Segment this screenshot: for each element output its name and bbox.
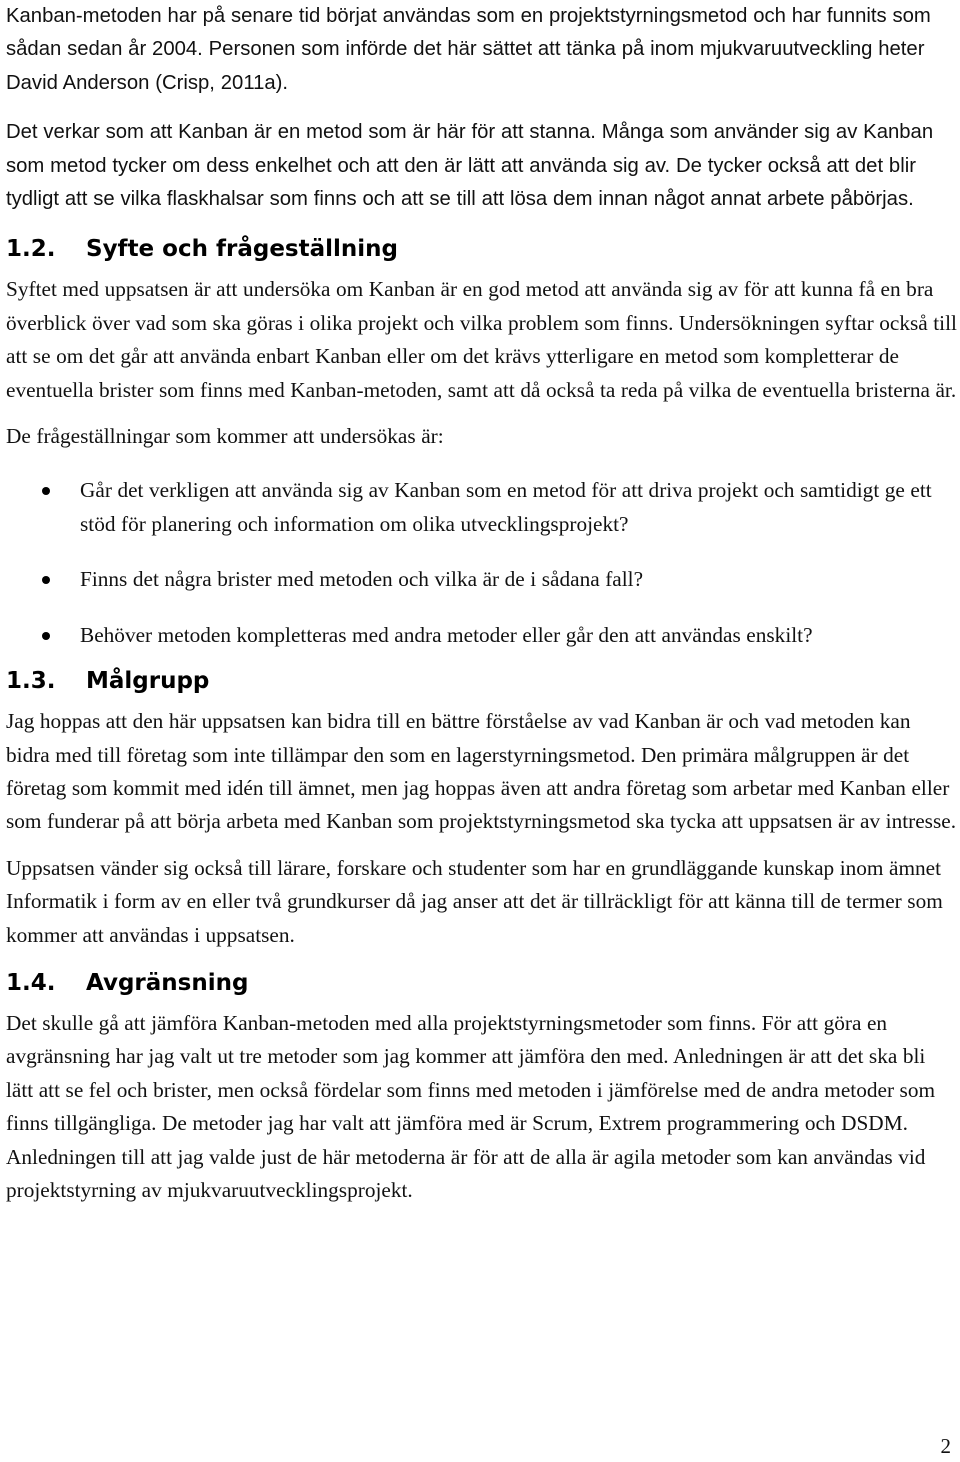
bullet-icon xyxy=(42,576,50,584)
audience-paragraph-2: Uppsatsen vänder sig också till lärare, forskare och studenter som har en grundläggande kunskap inom ämnet Informatik i form av en eller två grundkurser då jag anser att det är tillräckligt för att känna till de termer som kommer att användas i uppsatsen. xyxy=(6,855,943,947)
list-item xyxy=(6,619,958,652)
audience-paragraph-1: Jag hoppas att den här uppsatsen kan bidra till en bättre förståelse av vad Kanban är och vad metoden kan bidra med till företag som inte tillämpar den som en lagerstyrningsmetod. Den primära målgruppen är det företag som kommit med idén till ämnet, men jag hoppas även att andra företag som arbetar med Kanban eller som funderar på att börja arbeta med Kanban som projektstyrningsmetod ska tycka att uppsatsen är av intresse. xyxy=(6,709,957,834)
bullet-icon xyxy=(42,632,50,640)
list-item-text: Finns det några brister med metoden och vilka är de i sådana fall? xyxy=(80,567,644,592)
section-heading-1-4 xyxy=(6,968,958,998)
page-number: 2 xyxy=(940,1434,951,1458)
delimitation-paragraph: Det skulle gå att jämföra Kanban-metoden med alla projektstyrningsmetoder som finns. För att göra en avgränsning har jag valt ut tre metoder som jag kommer att jämföra den med. Anledningen är att det ska bli lätt att se fel och brister, men också fördelar som finns med metoden i jämförelse med de andra metoder som finns tillgängliga. De metoder jag har valt att jämföra med är Scrum, Extrem programmering och DSDM. Anledningen till att jag valde just de här metoderna är för att de alla är agila metoder som kan användas vid projektstyrning av mjukvaruutvecklingsprojekt. xyxy=(6,1010,936,1202)
section-number: 1.4. xyxy=(6,969,56,996)
section-heading-1-3 xyxy=(6,666,958,696)
section-title: Avgränsning xyxy=(86,969,249,996)
section-number: 1.2. xyxy=(6,236,56,263)
list-item xyxy=(6,474,958,541)
section-title: Målgrupp xyxy=(86,668,210,695)
document-page xyxy=(6,0,958,1207)
questions-intro: De frågeställningar som kommer att undersökas är: xyxy=(6,424,444,449)
question-list xyxy=(6,474,958,652)
list-item xyxy=(6,563,958,596)
intro-paragraph-2: Det verkar som att Kanban är en metod som är här för att stanna. Många som använder sig av Kanban som metod tycker om dess enkelhet och att den är lätt att använda sig av. De tycker också att det blir tydligt att se vilka flaskhalsar som finns och att se till att lösa dem innan något annat arbete påbörjas. xyxy=(6,121,934,211)
list-item-text: Behöver metoden kompletteras med andra metoder eller går den att användas enskilt? xyxy=(80,622,813,647)
list-item-text: Går det verkligen att använda sig av Kanban som en metod för att driva projekt och samtidigt ge ett stöd för planering och information om olika utvecklingsprojekt? xyxy=(80,478,932,536)
section-heading-1-2 xyxy=(6,234,958,264)
intro-paragraph-1: Kanban-metoden har på senare tid börjat användas som en projektstyrningsmetod och har funnits som sådan sedan år 2004. Personen som införde det här sättet att tänka på inom mjukvaruutveckling heter David Anderson (Crisp, 2011a). xyxy=(6,5,931,94)
purpose-paragraph: Syftet med uppsatsen är att undersöka om Kanban är en god metod att använda sig av för att kunna få en bra överblick över vad som ska göras i olika projekt och vilka problem som finns. Undersökningen syftar också till att se om det går att använda enbart Kanban eller om det krävs ytterligare en metod som kompletterar de eventuella brister som finns med Kanban-metoden, samt att då också ta reda på vilka de eventuella bristerna är. xyxy=(6,277,957,402)
section-title: Syfte och frågeställning xyxy=(86,236,398,263)
section-number: 1.3. xyxy=(6,668,56,695)
bullet-icon xyxy=(42,487,50,495)
